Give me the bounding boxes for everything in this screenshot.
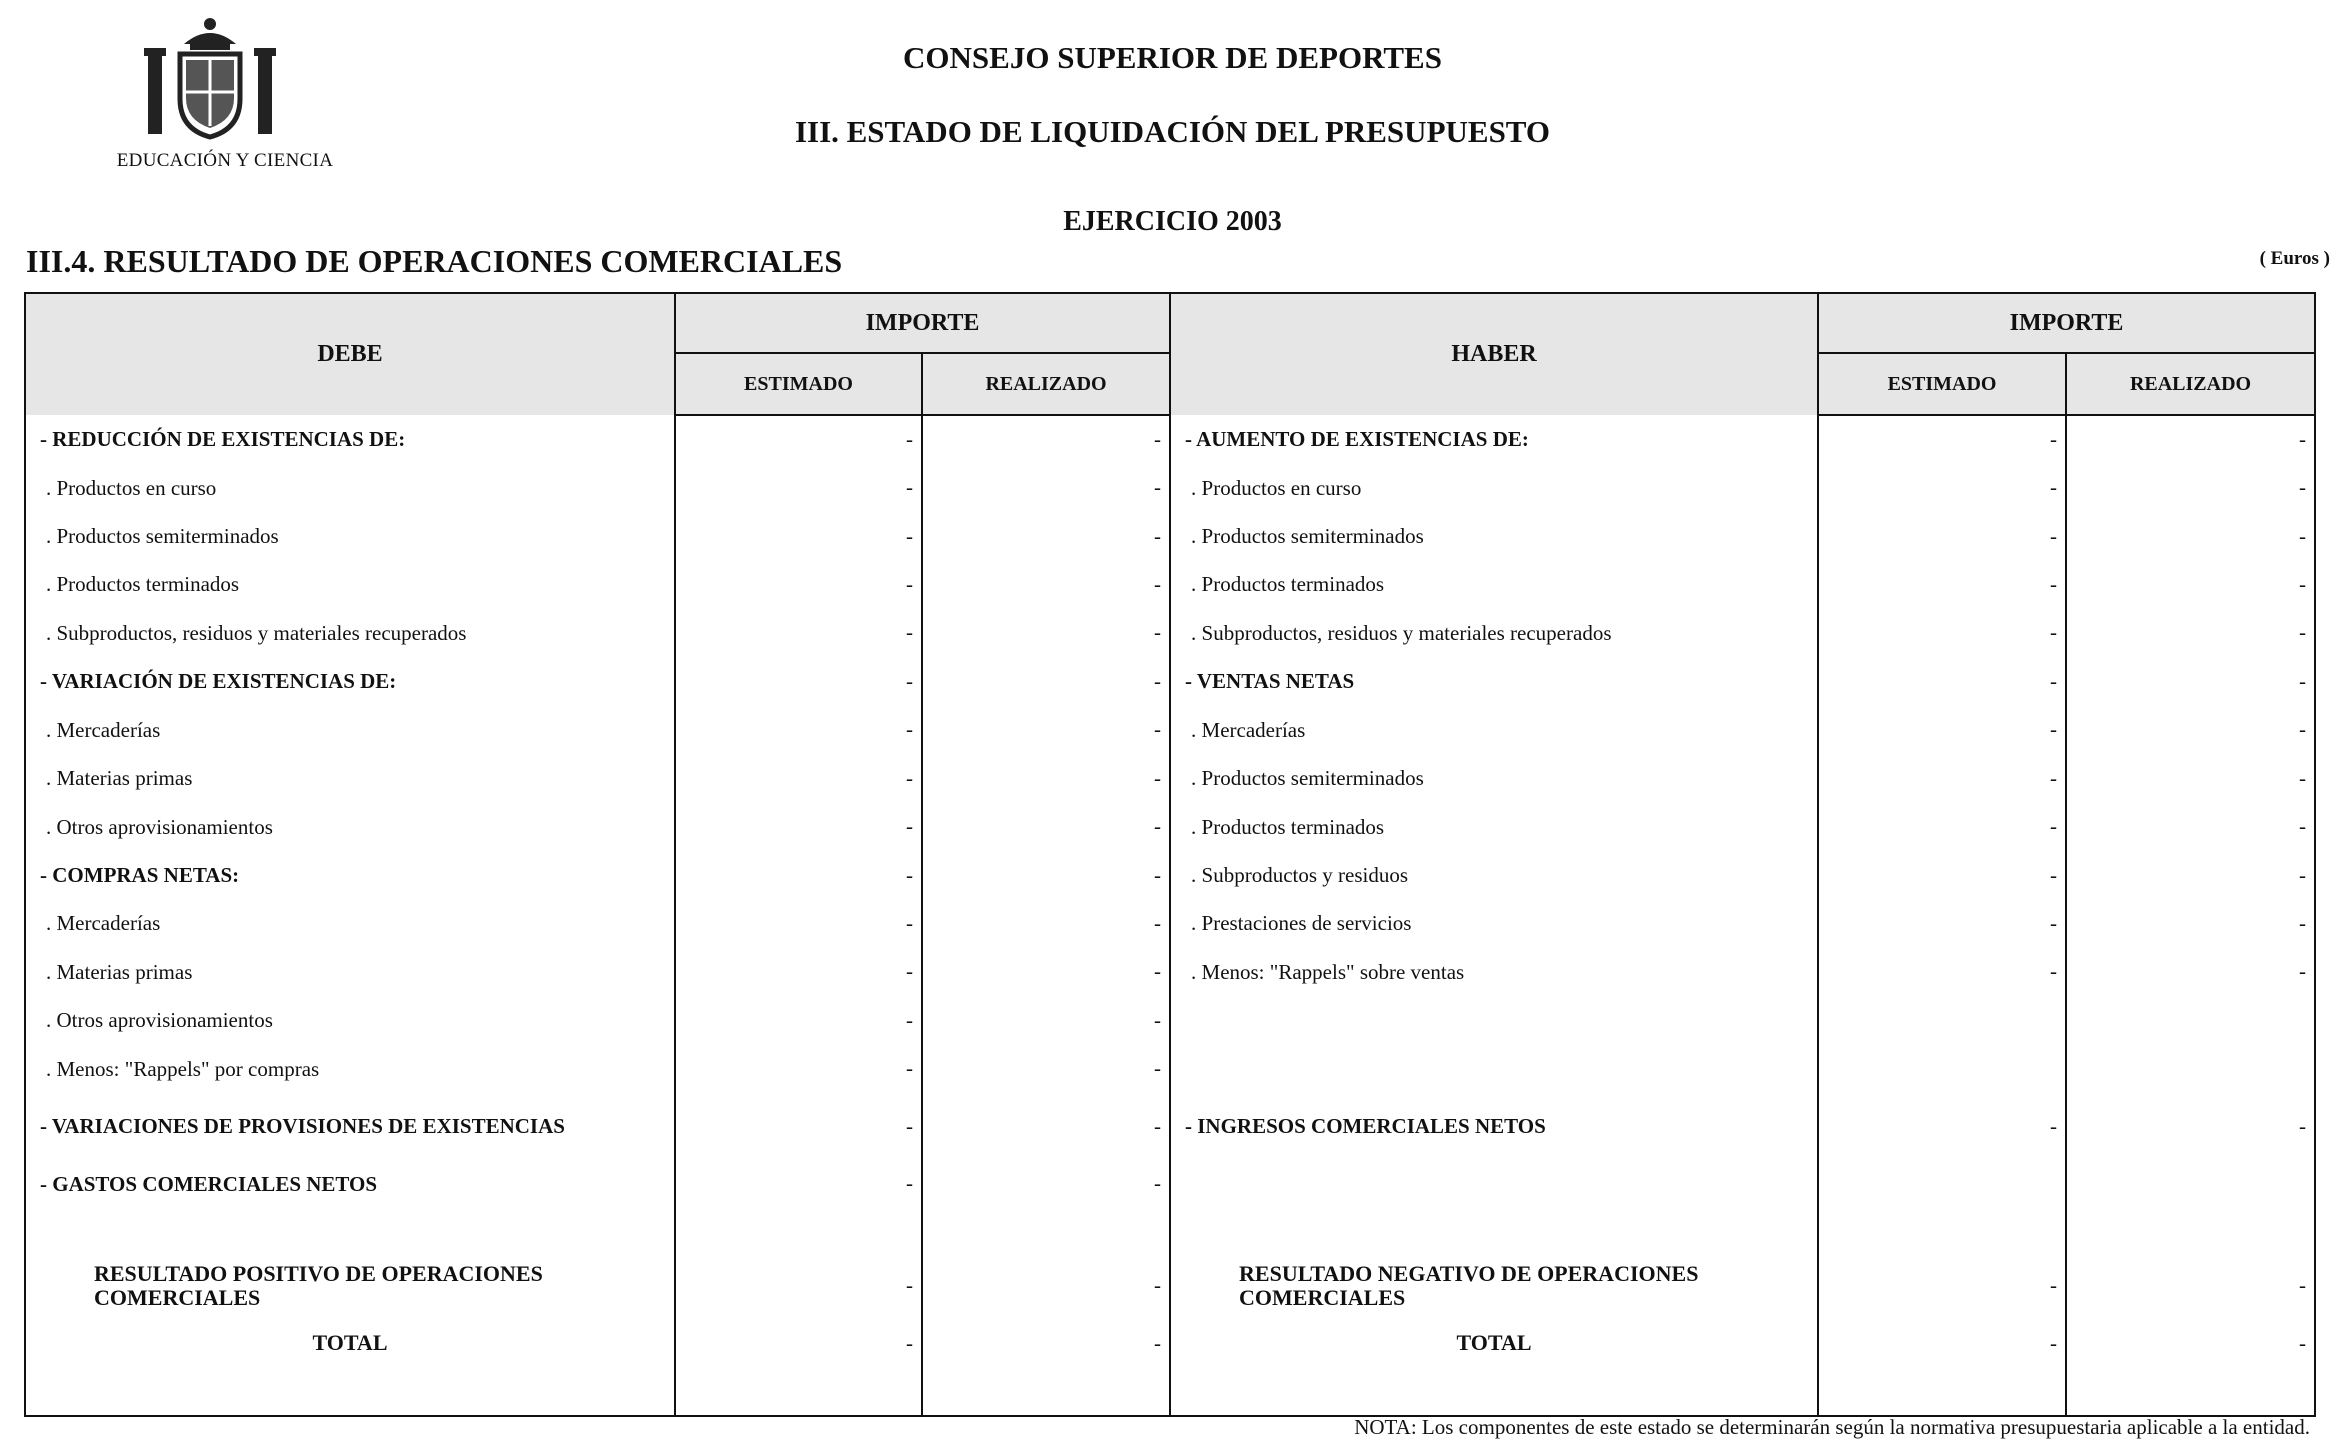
table-row	[25, 657, 2315, 705]
debe-realizado: -	[922, 609, 1170, 657]
debe-estimado: -	[675, 1160, 922, 1208]
haber-total-realizado: -	[2066, 1319, 2315, 1367]
debe-realizado: -	[922, 802, 1170, 850]
debe-label: . Materias primas	[25, 948, 675, 996]
debe-total-estimado: -	[675, 1319, 922, 1367]
debe-realizado: -	[922, 463, 1170, 511]
haber-realizado: -	[2066, 851, 2315, 899]
footnote: NOTA: Los componentes de este estado se determinarán según la normativa presupuestaria aplicable a la entidad.	[1354, 1415, 2310, 1439]
debe-estimado: -	[675, 657, 922, 705]
debe-label: - VARIACIONES DE PROVISIONES DE EXISTENCIAS	[25, 1093, 675, 1160]
haber-estimado: -	[1818, 802, 2066, 850]
haber-label: . Productos terminados	[1170, 560, 1818, 608]
council-title: CONSEJO SUPERIOR DE DEPORTES	[903, 40, 1442, 75]
haber-realizado: -	[2066, 802, 2315, 850]
haber-estimado: -	[1818, 657, 2066, 705]
debe-label: . Productos semiterminados	[25, 512, 675, 560]
haber-label: - INGRESOS COMERCIALES NETOS	[1170, 1093, 1818, 1160]
haber-estimado: -	[1818, 463, 2066, 511]
debe-label: . Otros aprovisionamientos	[25, 996, 675, 1044]
debe-realizado: -	[922, 657, 1170, 705]
debe-label: . Productos terminados	[25, 560, 675, 608]
positive-result-estimado: -	[675, 1252, 922, 1319]
debe-label: . Otros aprovisionamientos	[25, 802, 675, 850]
fiscal-year: EJERCICIO 2003	[1063, 206, 1282, 237]
haber-realizado-empty	[2066, 1044, 2315, 1092]
debe-label: - GASTOS COMERCIALES NETOS	[25, 1160, 675, 1208]
haber-realizado: -	[2066, 657, 2315, 705]
total-row	[25, 1319, 2315, 1367]
table-row	[25, 1160, 2315, 1208]
haber-realizado: -	[2066, 609, 2315, 657]
haber-label-empty	[1170, 1044, 1818, 1092]
debe-label: . Subproductos, residuos y materiales recuperados	[25, 609, 675, 657]
debe-estimado: -	[675, 463, 922, 511]
ministry-name: EDUCACIÓN Y CIENCIA	[116, 150, 334, 171]
haber-realizado: -	[2066, 415, 2315, 463]
haber-label: . Menos: "Rappels" sobre ventas	[1170, 948, 1818, 996]
debe-label: . Productos en curso	[25, 463, 675, 511]
debe-realizado: -	[922, 706, 1170, 754]
haber-estimado: -	[1818, 560, 2066, 608]
haber-estimado: -	[1818, 415, 2066, 463]
haber-realizado: -	[2066, 512, 2315, 560]
table-row	[25, 415, 2315, 463]
debe-importe-header: IMPORTE	[675, 293, 1170, 353]
debe-realizado: -	[922, 899, 1170, 947]
table-row	[25, 560, 2315, 608]
debe-realizado: -	[922, 560, 1170, 608]
statement-title: III. ESTADO DE LIQUIDACIÓN DEL PRESUPUESTO	[794, 114, 1551, 149]
haber-label: . Subproductos, residuos y materiales recuperados	[1170, 609, 1818, 657]
table-row	[25, 996, 2315, 1044]
debe-estimado: -	[675, 1093, 922, 1160]
table-row	[25, 948, 2315, 996]
debe-estimado: -	[675, 1044, 922, 1092]
haber-label: . Productos semiterminados	[1170, 754, 1818, 802]
table-row	[25, 463, 2315, 511]
debe-realizado-header: REALIZADO	[922, 353, 1170, 415]
table-row	[25, 851, 2315, 899]
debe-realizado: -	[922, 1160, 1170, 1208]
table-row	[25, 609, 2315, 657]
table-row	[25, 1044, 2315, 1092]
haber-label: . Productos terminados	[1170, 802, 1818, 850]
haber-estimado: -	[1818, 851, 2066, 899]
debe-realizado: -	[922, 996, 1170, 1044]
haber-estimado: -	[1818, 899, 2066, 947]
debe-estimado: -	[675, 851, 922, 899]
haber-label-empty	[1170, 1160, 1818, 1208]
debe-estimado: -	[675, 560, 922, 608]
haber-realizado: -	[2066, 560, 2315, 608]
haber-realizado-header: REALIZADO	[2066, 353, 2315, 415]
haber-importe-header: IMPORTE	[1818, 293, 2315, 353]
haber-total-label: TOTAL	[1170, 1319, 1818, 1367]
negative-result-label: RESULTADO NEGATIVO DE OPERACIONES COMERCIALES	[1170, 1252, 1818, 1319]
commercial-operations-table	[24, 292, 2316, 1417]
debe-label: . Materias primas	[25, 754, 675, 802]
debe-realizado: -	[922, 1044, 1170, 1092]
debe-realizado: -	[922, 754, 1170, 802]
haber-total-estimado: -	[1818, 1319, 2066, 1367]
haber-estimado-empty	[1818, 1160, 2066, 1208]
haber-estimado: -	[1818, 754, 2066, 802]
haber-realizado: -	[2066, 754, 2315, 802]
haber-estimado: -	[1818, 512, 2066, 560]
spacer-row	[25, 1208, 2315, 1252]
debe-estimado-header: ESTIMADO	[675, 353, 922, 415]
haber-label: - AUMENTO DE EXISTENCIAS DE:	[1170, 415, 1818, 463]
table-row	[25, 899, 2315, 947]
haber-header: HABER	[1170, 293, 1818, 415]
debe-estimado: -	[675, 415, 922, 463]
debe-estimado: -	[675, 754, 922, 802]
haber-estimado-header: ESTIMADO	[1818, 353, 2066, 415]
table-row	[25, 802, 2315, 850]
result-row	[25, 1252, 2315, 1319]
haber-realizado-empty	[2066, 996, 2315, 1044]
haber-estimado: -	[1818, 948, 2066, 996]
debe-realizado: -	[922, 948, 1170, 996]
table-row	[25, 1093, 2315, 1160]
debe-estimado: -	[675, 899, 922, 947]
table-row	[25, 512, 2315, 560]
haber-label: . Productos en curso	[1170, 463, 1818, 511]
negative-result-realizado: -	[2066, 1252, 2315, 1319]
debe-realizado: -	[922, 512, 1170, 560]
debe-header: DEBE	[25, 293, 675, 415]
debe-label: - COMPRAS NETAS:	[25, 851, 675, 899]
haber-estimado: -	[1818, 706, 2066, 754]
haber-realizado: -	[2066, 463, 2315, 511]
debe-estimado: -	[675, 996, 922, 1044]
debe-label: . Mercaderías	[25, 706, 675, 754]
debe-label: . Menos: "Rappels" por compras	[25, 1044, 675, 1092]
debe-realizado: -	[922, 851, 1170, 899]
spacer-row	[25, 1367, 2315, 1416]
haber-realizado-empty	[2066, 1160, 2315, 1208]
debe-estimado: -	[675, 706, 922, 754]
debe-realizado: -	[922, 415, 1170, 463]
haber-label-empty	[1170, 996, 1818, 1044]
table-row	[25, 706, 2315, 754]
haber-label: . Mercaderías	[1170, 706, 1818, 754]
debe-total-realizado: -	[922, 1319, 1170, 1367]
haber-label: . Prestaciones de servicios	[1170, 899, 1818, 947]
debe-estimado: -	[675, 609, 922, 657]
haber-realizado: -	[2066, 899, 2315, 947]
debe-label: . Mercaderías	[25, 899, 675, 947]
haber-realizado: -	[2066, 1093, 2315, 1160]
debe-estimado: -	[675, 948, 922, 996]
section-title: III.4. RESULTADO DE OPERACIONES COMERCIALES	[26, 243, 843, 279]
debe-realizado: -	[922, 1093, 1170, 1160]
currency-units: ( Euros )	[2259, 248, 2330, 269]
debe-estimado: -	[675, 512, 922, 560]
debe-estimado: -	[675, 802, 922, 850]
haber-realizado: -	[2066, 948, 2315, 996]
haber-estimado-empty	[1818, 996, 2066, 1044]
negative-result-estimado: -	[1818, 1252, 2066, 1319]
haber-label: - VENTAS NETAS	[1170, 657, 1818, 705]
haber-label: . Productos semiterminados	[1170, 512, 1818, 560]
haber-estimado: -	[1818, 609, 2066, 657]
positive-result-label: RESULTADO POSITIVO DE OPERACIONES COMERCIALES	[25, 1252, 675, 1319]
debe-label: - REDUCCIÓN DE EXISTENCIAS DE:	[25, 415, 675, 463]
haber-estimado: -	[1818, 1093, 2066, 1160]
haber-estimado-empty	[1818, 1044, 2066, 1092]
table-row	[25, 754, 2315, 802]
debe-label: - VARIACIÓN DE EXISTENCIAS DE:	[25, 657, 675, 705]
haber-label: . Subproductos y residuos	[1170, 851, 1818, 899]
positive-result-realizado: -	[922, 1252, 1170, 1319]
debe-total-label: TOTAL	[25, 1319, 675, 1367]
haber-realizado: -	[2066, 706, 2315, 754]
